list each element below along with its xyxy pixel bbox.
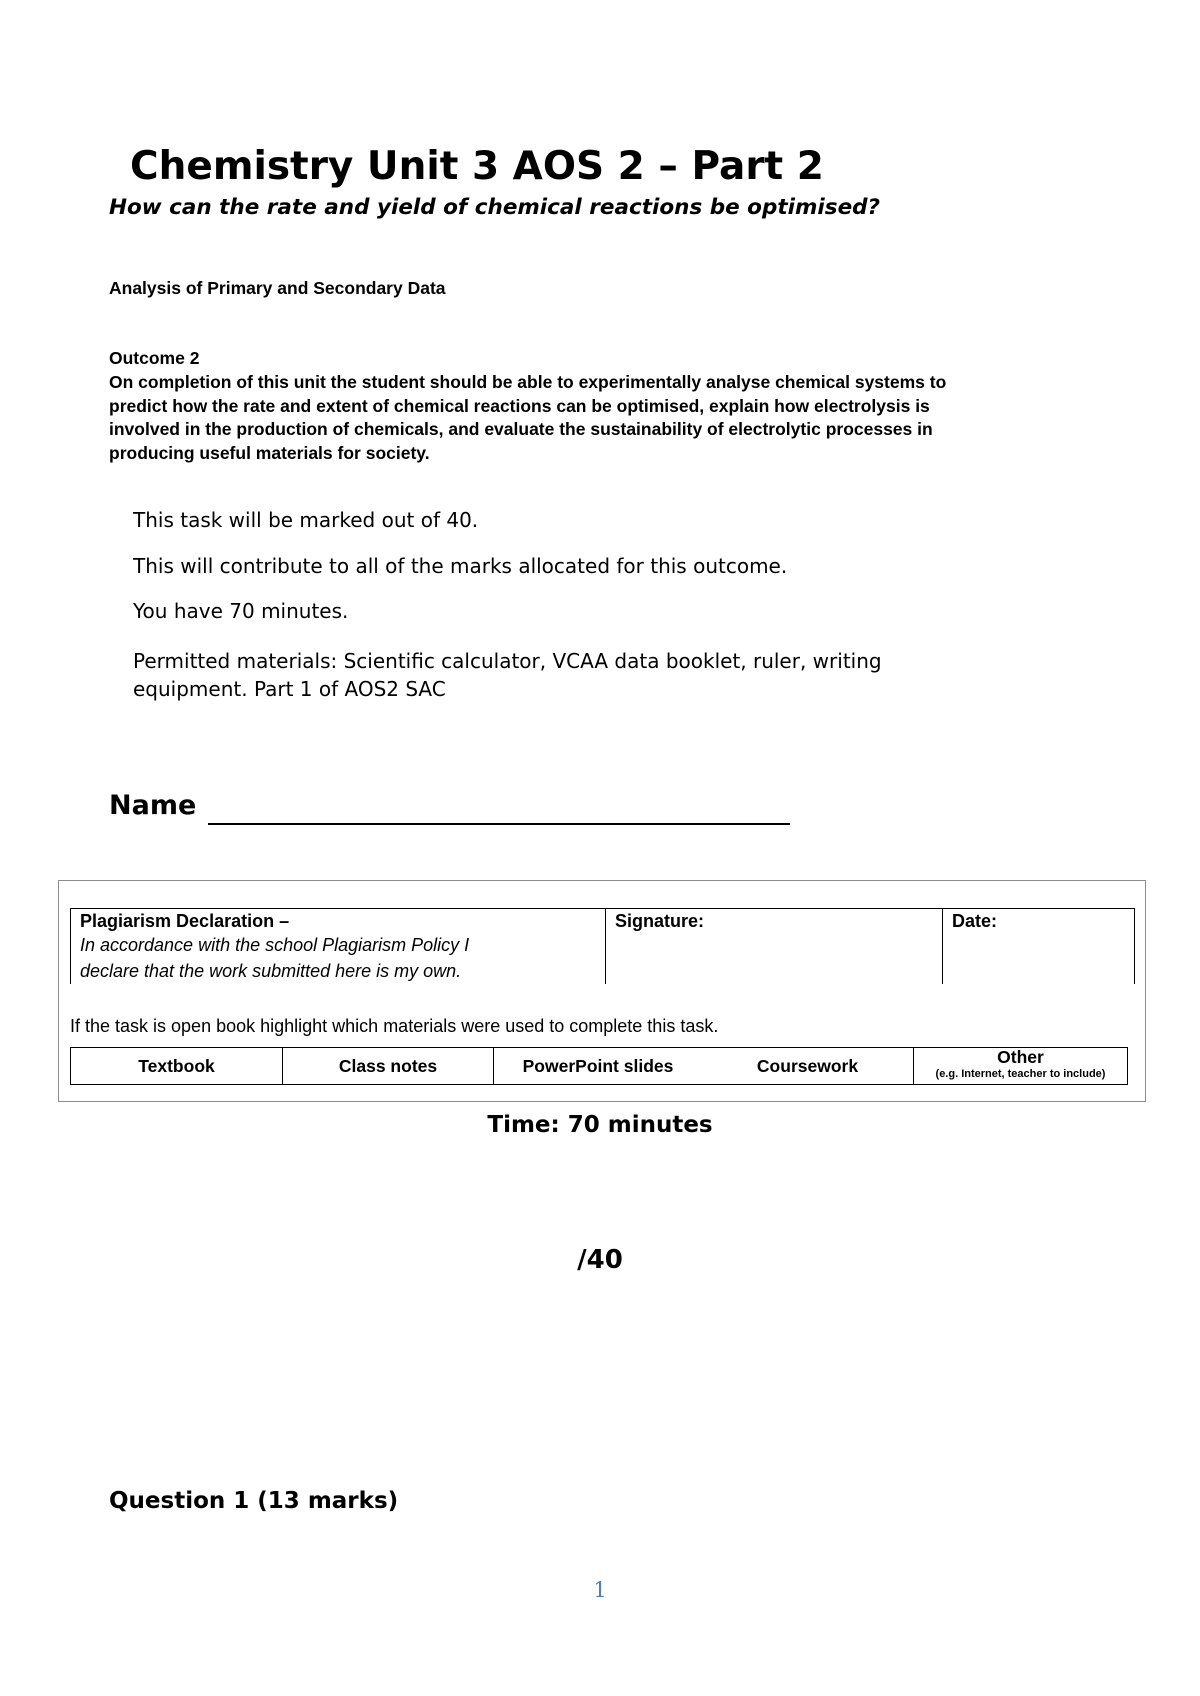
material-other[interactable] — [913, 1048, 1127, 1084]
materials-table — [70, 1047, 1128, 1085]
outcome-line: producing useful materials for society. — [109, 442, 430, 463]
section-heading: Analysis of Primary and Secondary Data — [109, 278, 446, 298]
name-label: Name — [109, 790, 197, 821]
permitted-materials-line: equipment. Part 1 of AOS2 SAC — [133, 677, 446, 701]
page-subtitle: How can the rate and yield of chemical reactions be optimised? — [109, 195, 881, 220]
date-cell[interactable] — [942, 909, 1134, 984]
material-textbook[interactable]: Textbook — [138, 1055, 215, 1076]
declaration-text: declare that the work submitted here is my own. — [80, 961, 462, 981]
plagiarism-declaration-table — [70, 908, 1135, 984]
page-title: Chemistry Unit 3 AOS 2 – Part 2 — [130, 144, 824, 189]
outcome-description — [109, 371, 1109, 465]
signature-label: Signature: — [615, 911, 705, 931]
declaration-text: In accordance with the school Plagiarism Policy I — [80, 935, 470, 955]
material-class-notes[interactable]: Class notes — [282, 1048, 493, 1084]
material-powerpoint-slides[interactable]: PowerPoint slides — [493, 1048, 702, 1084]
date-label: Date: — [952, 911, 998, 931]
open-book-note: If the task is open book highlight which materials were used to complete this task. — [70, 1016, 719, 1036]
outcome-line: predict how the rate and extent of chemical reactions can be optimised, explain how electrolysis is — [109, 395, 930, 416]
outcome-line: involved in the production of chemicals, and evaluate the sustainability of electrolytic processes in — [109, 419, 933, 439]
declaration-cell — [71, 909, 605, 984]
score-total: /40 — [577, 1245, 623, 1275]
permitted-materials-text — [133, 647, 882, 703]
page-number: 1 — [593, 1578, 607, 1602]
name-input-line[interactable] — [208, 823, 790, 825]
contribution-text: This will contribute to all of the marks allocated for this outcome. — [133, 554, 788, 578]
marked-out-of-text: This task will be marked out of 40. — [133, 508, 479, 532]
outcome-line: On completion of this unit the student should be able to experimentally analyse chemical systems to — [109, 372, 947, 392]
declaration-heading: Plagiarism Declaration – — [80, 911, 290, 931]
duration-text: You have 70 minutes. — [133, 599, 349, 623]
signature-cell[interactable] — [605, 909, 942, 984]
material-coursework[interactable]: Coursework — [756, 1055, 859, 1076]
question-heading: Question 1 (13 marks) — [109, 1488, 399, 1514]
outcome-title: Outcome 2 — [109, 348, 200, 368]
permitted-materials-line: Permitted materials: Scientific calculator, VCAA data booklet, ruler, writing — [133, 649, 882, 673]
time-label: Time: 70 minutes — [487, 1112, 713, 1138]
material-other-note: (e.g. Internet, teacher to include) — [935, 1068, 1106, 1080]
material-other-label: Other — [997, 1047, 1044, 1067]
